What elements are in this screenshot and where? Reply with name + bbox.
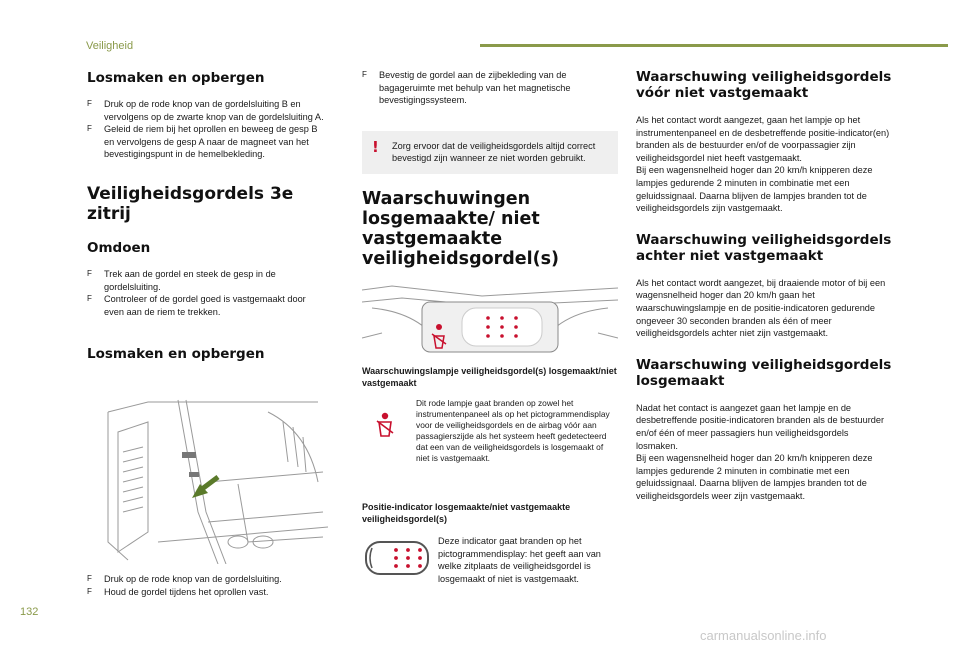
watermark: carmanualsonline.info bbox=[700, 628, 827, 643]
text-rear: Als het contact wordt aangezet, bij draaiende motor of bij een wagensnelheid hoger dan 20 km/h gaan het waarschuwingslampje en de positie-indicatoren gedurende ongeveer 30 seconden branden als één of meer veiligheidsgordels achter niet zijn vastgemaakt. bbox=[636, 277, 886, 339]
lamp-text-block bbox=[416, 398, 618, 464]
boot-seatbelt-illustration bbox=[88, 392, 328, 564]
heading-warnings: Waarschuwingen losgemaakte/ niet vastgemaakte veiligheidsgordel(s) bbox=[362, 188, 560, 269]
bullet-item: F Controleer of de gordel goed is vastgemaakt door even aan de riem te trekken. bbox=[87, 294, 306, 317]
caption-lamp: Waarschuwingslampje veiligheidsgordel(s) losgemaakt/niet vastgemaakt bbox=[362, 366, 617, 388]
seatbelt-warning-lamp-icon bbox=[374, 412, 396, 438]
caption-indicator: Positie-indicator losgemaakte/niet vastgemaakte veiligheidsgordel(s) bbox=[362, 502, 571, 524]
text-lamp: Dit rode lampje gaat branden op zowel het instrumentenpaneel als op het pictogrammendisplay voor de veiligheidsgordels en de airbag vóór aan passagierszijde als het systeem heeft gedetecteerd dat een van de veiligheidsgordels is losgemaakt of niet is vastgemaakt. bbox=[416, 398, 610, 463]
warning-text: Zorg ervoor dat de veiligheidsgordels altijd correct bevestigd zijn wanneer ze niet worden gebruikt. bbox=[392, 140, 596, 164]
bullet-item: F Trek aan de gordel en steek de gesp in de gordelsluiting. bbox=[87, 268, 276, 292]
warning-box bbox=[362, 131, 618, 174]
bullet-item: F Bevestig de gordel aan de zijbekleding van de bagageruimte met behulp van het magnetische bevestigingssysteem. bbox=[362, 70, 571, 106]
bullet-item: F Geleid de riem bij het oprollen en beweeg de gesp B en vervolgens de gesp A naar de magneet van het bevestigingspunt in de hemelbekleding. bbox=[87, 124, 318, 160]
heading-released: Waarschuwing veiligheidsgordels losgemaakt bbox=[636, 356, 892, 389]
heading-release-1: Losmaken en opbergen bbox=[87, 70, 265, 86]
lamp-caption-block bbox=[362, 366, 618, 389]
dashboard-illustration bbox=[362, 278, 618, 354]
column-3 bbox=[636, 60, 892, 502]
seat-position-indicator-icon bbox=[364, 540, 430, 576]
heading-release-2: Losmaken en opbergen bbox=[87, 346, 265, 363]
bullet-item: F Houd de gordel tijdens het oprollen vast. bbox=[87, 586, 269, 597]
text-released: Nadat het contact is aangezet gaan het lampje en de desbetreffende positie-indicatoren branden als de bestuurder en/of één of meer passagiers hun veiligheidsgordels losmaken. Bij een wagensnelheid hoger dan 20 km/h knipperen deze lampjes gedurende 2 minuten in combinatie met een geluidssignaal. Daarna blijven de lampjes branden tot de veiligheidsgordels weer zijn vastgemaakt. bbox=[636, 402, 885, 501]
indicator-caption-block bbox=[362, 502, 618, 525]
warning-exclamation-icon: ! bbox=[372, 137, 379, 156]
bullet-marker: F bbox=[87, 99, 92, 108]
column-1 bbox=[87, 60, 327, 362]
header-bar bbox=[480, 44, 948, 47]
bullet-marker: F bbox=[87, 294, 92, 304]
indicator-text-block bbox=[438, 535, 618, 585]
bullet-marker: F bbox=[87, 124, 92, 134]
column-2 bbox=[362, 60, 618, 269]
heading-front: Waarschuwing veiligheidsgordels vóór niet vastgemaakt bbox=[636, 69, 892, 101]
bullet-marker: F bbox=[87, 268, 92, 278]
release-2-bullets bbox=[87, 573, 327, 598]
heading-third-row: Veiligheidsgordels 3e zitrij bbox=[87, 183, 294, 224]
bullet-item: F Druk op de rode knop van de gordelsluiting. bbox=[87, 574, 282, 584]
section-header: Veiligheid bbox=[86, 40, 134, 52]
heading-rear: Waarschuwing veiligheidsgordels achter niet vastgemaakt bbox=[636, 231, 892, 264]
text-indicator: Deze indicator gaat branden op het pictogrammendisplay: het geeft aan van welke zitplaats de veiligheidsgordel is losgemaakt of niet is vastgemaakt. bbox=[438, 536, 601, 584]
text-front: Als het contact wordt aangezet, gaan het lampje op het instrumentenpaneel en de desbetreffende positie-indicator(en) branden als de bestuurder en/of de voorpassagier zijn veiligheidsgordel niet heeft vastgemaakt. Bij een wagensnelheid hoger dan 20 km/h knipperen deze lampjes gedurende 2 minuten in combinatie met een geluidssignaal. Daarna blijven de lampjes branden tot de veiligheidsgordels zijn vastgemaakt. bbox=[636, 115, 890, 214]
heading-fasten: Omdoen bbox=[87, 239, 151, 256]
bullet-item: F Druk op de rode knop van de gordelsluiting B en vervolgens op de zwarte knop van de gordelsluiting A. bbox=[87, 99, 324, 122]
bullet-marker: F bbox=[362, 70, 367, 79]
bullet-marker: F bbox=[87, 574, 92, 583]
page-number: 132 bbox=[20, 606, 39, 618]
bullet-marker: F bbox=[87, 586, 92, 596]
